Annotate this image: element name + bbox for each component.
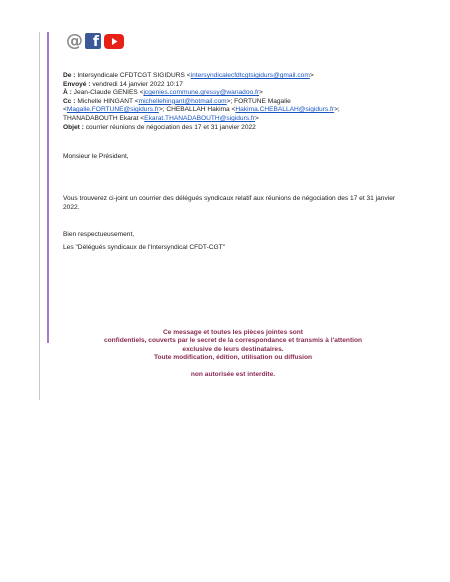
cc-email-link-3[interactable]: Hakima.CHEBALLAH@sigidurs.fr (235, 106, 335, 114)
to-row: À : Jean-Claude GENIES <jcgenies.commune.gressy@wanadoo.fr> (63, 89, 263, 97)
sent-row (63, 81, 413, 90)
from-row: De : Intersyndicale CFDTCGT SIGIDURS <intersyndicalecfdtcgtsigidurs@gmail.com> (63, 72, 314, 79)
body-paragraph: Vous trouverez ci-joint un courrier des délégués syndicaux relatif aux réunions de négociation des 17 et 31 janvier 2022. (63, 195, 396, 211)
greeting: Monsieur le Président, (63, 153, 129, 160)
from-email-link[interactable]: intersyndicalecfdtcgtsigidurs@gmail.com (190, 72, 310, 79)
cc-row-2: <Magalie.FORTUNE@sigidurs.fr>; CHEBALLAH Hakima <Hakima.CHEBALLAH@sigidurs.fr>; (63, 106, 340, 114)
to-name: Jean-Claude GENIES < (73, 89, 144, 97)
sent-label: Envoyé : (63, 80, 91, 88)
cc-email-link-4[interactable]: Ekarat.THANADABOUTH@sigidurs.fr (144, 114, 255, 122)
notice-line-2: confidentiels, couverts par le secret de la correspondance et transmis à l'attention (103, 337, 363, 345)
to-email-link[interactable]: jcgenies.commune.gressy@wanadoo.fr (143, 89, 260, 97)
cc-row-3: THANADABOUTH Ekarat <Ekarat.THANADABOUTH@sigidurs.fr> (63, 114, 259, 122)
cc-name-2: >; FORTUNE Magalie (226, 97, 291, 105)
from-name: Intersyndicale CFDTCGT SIGIDURS < (77, 72, 191, 79)
sent-value: vendredi 14 janvier 2022 10:17 (92, 80, 183, 88)
subject-label: Objet : (63, 123, 84, 131)
notice-line-5: non autorisée est interdite. (190, 370, 276, 378)
youtube-icon[interactable] (104, 34, 124, 49)
cc-name-3: >; CHEBALLAH Hakima < (158, 106, 236, 114)
social-icons (66, 33, 124, 49)
facebook-icon[interactable]: f (85, 33, 101, 49)
subject-value: courrier réunions de négociation des 17 et 31 janvier 2022 (85, 123, 256, 131)
notice-line-4: Toute modification, édition, utilisation ou diffusion (153, 354, 313, 362)
cc-email-link-1[interactable]: michellehingant@hotmail.com (138, 97, 227, 105)
at-sign-icon[interactable]: @ (66, 31, 83, 51)
to-label: À : (63, 89, 72, 97)
confidentiality-notice (88, 329, 378, 379)
email-headers (63, 72, 413, 132)
quote-rule-outer (39, 32, 40, 400)
cc-row (63, 98, 413, 107)
cc-label: Cc : (63, 97, 76, 105)
cc-name-1: Michelle HINGANT < (77, 97, 139, 105)
cc-name-4: THANADABOUTH Ekarat < (63, 114, 145, 122)
cc-email-link-2[interactable]: Magalie.FORTUNE@sigidurs.fr (66, 106, 159, 114)
from-label: De : (63, 72, 76, 79)
notice-line-3: exclusive de leurs destinataires. (182, 345, 284, 353)
closing: Bien respectueusement, (63, 231, 135, 238)
subject-row (63, 124, 413, 133)
quote-rule-inner (47, 32, 49, 343)
signature: Les "Délégués syndicaux de l'Intersyndical CFDT-CGT" (63, 244, 226, 251)
notice-line-1: Ce message et toutes les pièces jointes sont (163, 329, 303, 336)
